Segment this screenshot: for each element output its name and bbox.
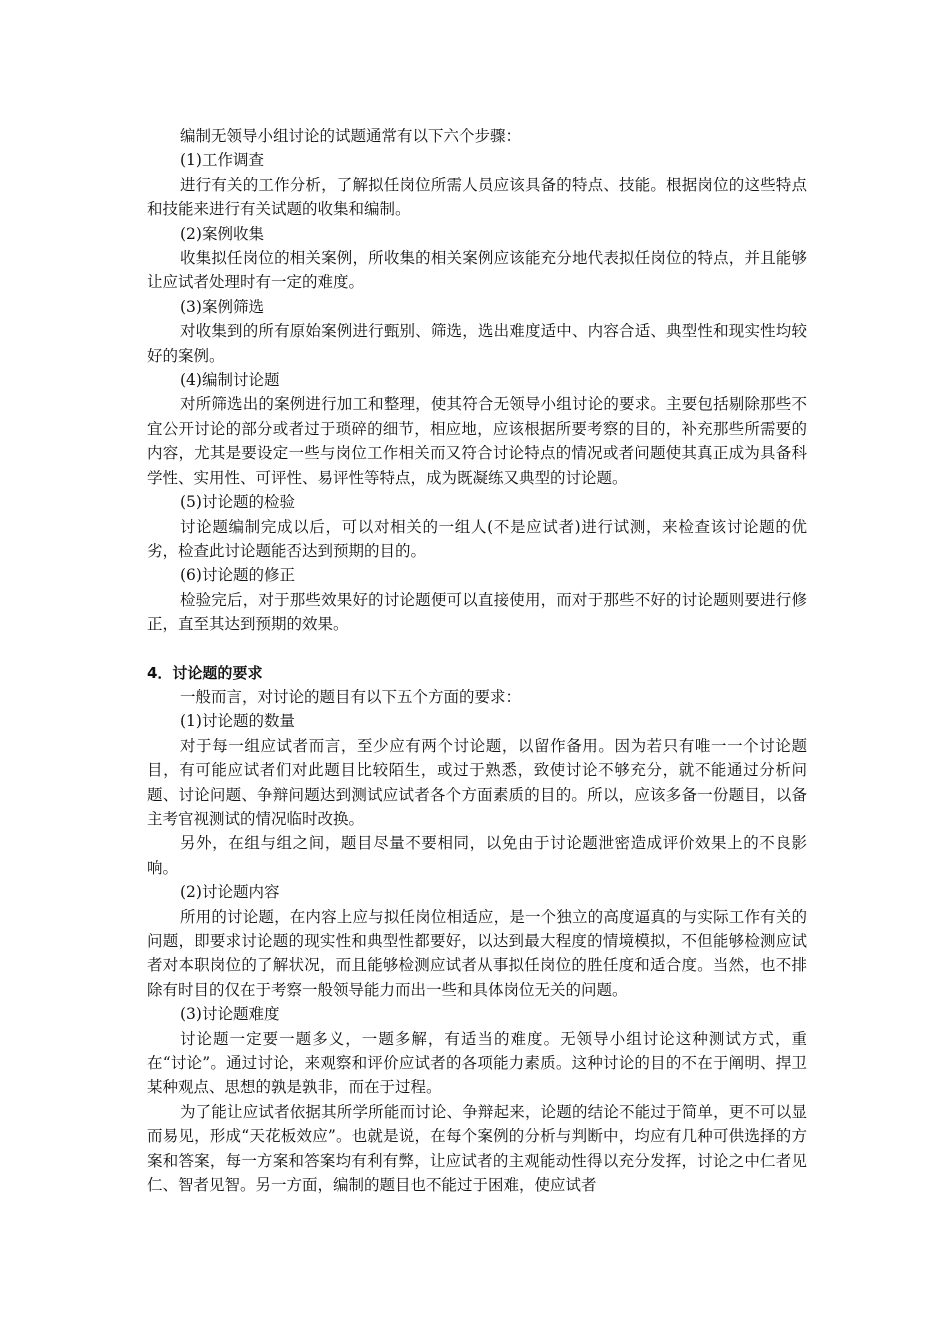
requirement-paragraph: 所用的讨论题，在内容上应与拟任岗位相适应，是一个独立的高度逼真的与实际工作有关的问题，即要求讨论题的现实性和典型性都要好，以达到最大程度的情境模拟，不但能够检测应试者对本职岗位的了解状况，而且能够检测应试者从事拟任岗位的胜任度和适合度。当然，也不排除有时目的仅在于考察一般领导能力而出一些和具体岗位无关的问题。 [147, 907, 807, 999]
step-paragraph: 收集拟任岗位的相关案例，所收集的相关案例应该能充分地代表拟任岗位的特点，并且能够让应试者处理时有一定的难度。 [147, 249, 807, 292]
step-paragraph: 对所筛选出的案例进行加工和整理，使其符合无领导小组讨论的要求。主要包括剔除那些不宜公开讨论的部分或者过于琐碎的细节，相应地，应该根据所要考察的目的，补充那些所需要的内容，尤其是要设定一些与岗位工作相关而又符合讨论特点的情况或者问题使其真正成为具备科学性、实用性、可评性、易评性等特点，成为既凝练又典型的讨论题。 [147, 395, 807, 487]
step-heading: (4)编制讨论题 [180, 371, 280, 390]
step-paragraph: 检验完后，对于那些效果好的讨论题便可以直接使用，而对于那些不好的讨论题则要进行修正，直至其达到预期的效果。 [147, 590, 807, 634]
step-heading: (2)案例收集 [180, 224, 264, 243]
step-paragraph: 进行有关的工作分析，了解拟任岗位所需人员应该具备的特点、技能。根据岗位的这些特点和技能来进行有关试题的收集和编制。 [147, 175, 807, 219]
requirement-paragraph: 讨论题一定要一题多义，一题多解，有适当的难度。无领导小组讨论这种测试方式，重在“讨论”。通过讨论，来观察和评价应试者的各项能力素质。这种讨论的目的不在于阐明、捍卫某种观点、思想的孰是孰非，而在于过程。 [147, 1029, 807, 1097]
step-heading: (1)工作调查 [180, 151, 264, 170]
requirement-heading: (1)讨论题的数量 [180, 712, 295, 731]
section-intro: 一般而言，对讨论的题目有以下五个方面的要求： [180, 687, 522, 706]
requirement-paragraph: 为了能让应试者依据其所学所能而讨论、争辩起来，论题的结论不能过于简单，更不可以显而易见，形成“天花板效应”。也就是说，在每个案例的分析与判断中，均应有几种可供选择的方案和答案，每一方案和答案均有利有弊，让应试者的主观能动性得以充分发挥，讨论之中仁者见仁、智者见智。另一方面，编制的题目也不能过于困难，使应试者 [147, 1102, 807, 1195]
requirement-paragraph: 对于每一组应试者而言，至少应有两个讨论题，以留作备用。因为若只有唯一一个讨论题目，有可能应试者们对此题目比较陌生，或过于熟悉，致使讨论不够充分，就不能通过分析问题、讨论问题、争辩问题达到测试应试者各个方面素质的目的。所以，应该多备一份题目，以备主考官视测试的情况临时改换。 [147, 736, 807, 828]
step-heading: (6)讨论题的修正 [180, 566, 295, 585]
step-paragraph: 对收集到的所有原始案例进行甄别、筛选，选出难度适中、内容合适、典型性和现实性均较好的案例。 [147, 322, 807, 365]
step-heading: (3)案例筛选 [180, 297, 264, 316]
step-paragraph: 讨论题编制完成以后，可以对相关的一组人(不是应试者)进行试测，来检查该讨论题的优劣，检查此讨论题能否达到预期的目的。 [147, 517, 807, 560]
requirement-heading: (2)讨论题内容 [180, 883, 280, 902]
requirement-paragraph: 另外，在组与组之间，题目尽量不要相同，以免由于讨论题泄密造成评价效果上的不良影响。 [147, 834, 807, 877]
step-heading: (5)讨论题的检验 [180, 493, 295, 512]
requirement-heading: (3)讨论题难度 [180, 1005, 280, 1024]
intro-paragraph: 编制无领导小组讨论的试题通常有以下六个步骤： [180, 127, 522, 145]
section-title: 4．讨论题的要求 [147, 663, 263, 682]
document-page [147, 124, 807, 1197]
